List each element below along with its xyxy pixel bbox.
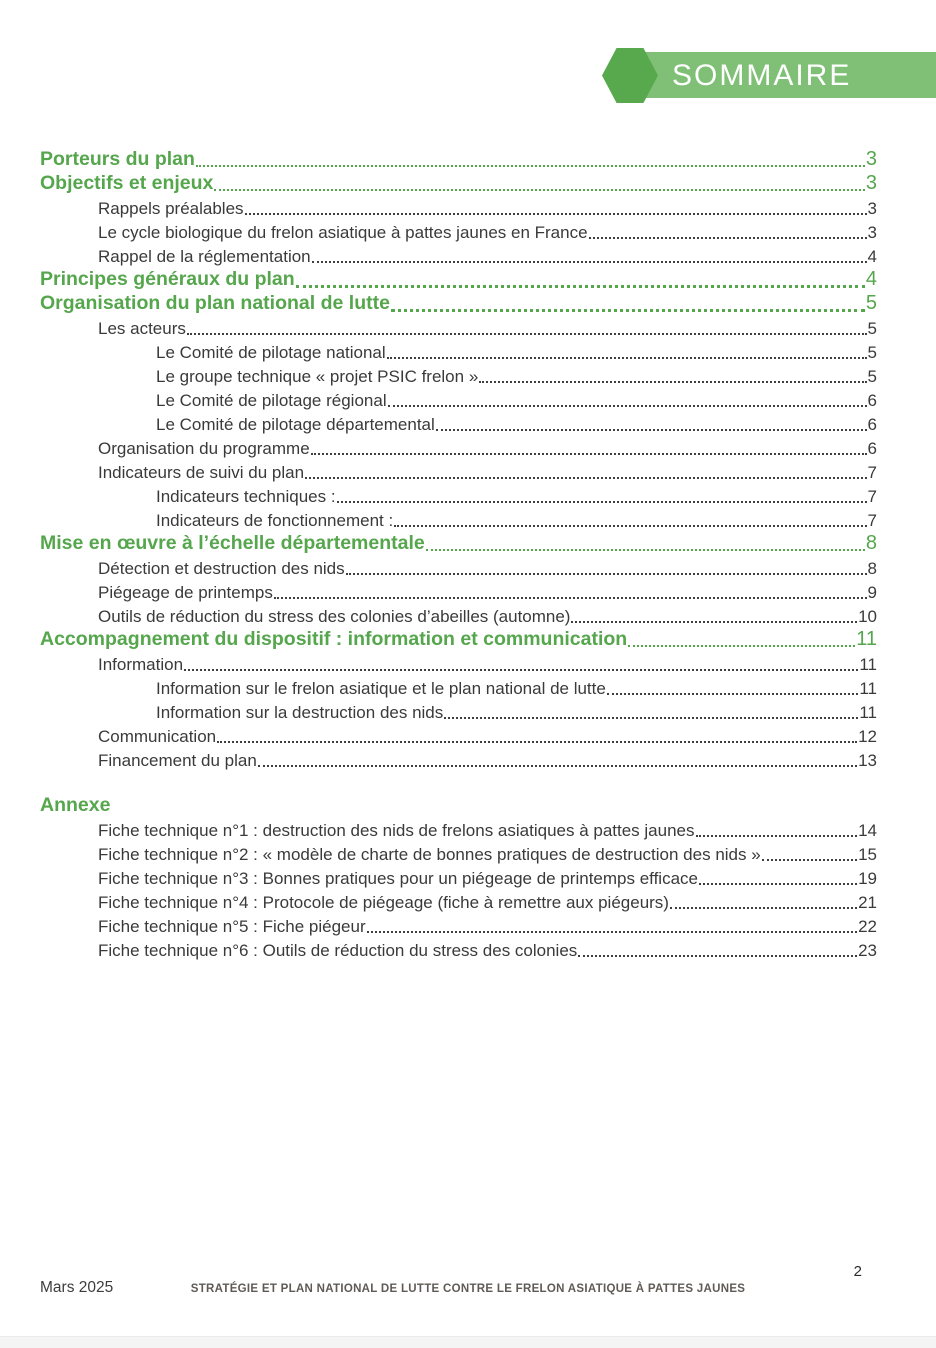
toc-leader-dots	[762, 859, 857, 861]
toc-leader-dots	[444, 717, 858, 719]
toc-entry[interactable]	[40, 747, 877, 771]
toc-entry-label: Annexe	[40, 794, 111, 816]
toc-leader-dots	[311, 453, 867, 455]
sommaire-banner	[634, 52, 936, 98]
toc-page-number: 9	[867, 583, 877, 602]
toc-entry-label: Objectifs et enjeux	[40, 172, 214, 194]
toc-entry-label: Organisation du programme	[98, 439, 310, 458]
toc-leader-dots	[196, 165, 865, 167]
toc-page-number: 6	[867, 415, 877, 434]
toc-leader-dots	[337, 501, 867, 503]
toc-entry-label: Information sur le frelon asiatique et le plan national de lutte	[156, 679, 606, 698]
toc-entry-label: Le Comité de pilotage national	[156, 343, 386, 362]
toc-entry-label: Piégeage de printemps	[98, 583, 273, 602]
toc-entry[interactable]	[40, 507, 877, 531]
toc-page-number: 3	[865, 148, 877, 170]
toc-page-number: 7	[867, 487, 877, 506]
toc-entry-label: Outils de réduction du stress des colonies d’abeilles (automne)	[98, 607, 571, 626]
toc-leader-dots	[346, 573, 867, 575]
toc-leader-dots	[670, 907, 857, 909]
toc-page-number: 13	[858, 751, 877, 770]
toc-entry-label: Financement du plan	[98, 751, 257, 770]
toc-entry[interactable]	[40, 889, 877, 913]
toc-entry-label: Mise en œuvre à l’échelle départementale	[40, 532, 425, 554]
toc-entry[interactable]	[40, 913, 877, 937]
toc-entry-label: Indicateurs de suivi du plan	[98, 463, 305, 482]
toc-entry-label: Fiche technique n°5 : Fiche piégeur	[98, 917, 366, 936]
toc-page-number: 3	[867, 199, 877, 218]
toc-leader-dots	[391, 309, 865, 312]
toc-entry-label: Porteurs du plan	[40, 148, 195, 170]
toc-leader-dots	[387, 357, 867, 359]
toc-entry[interactable]	[40, 841, 877, 865]
toc-entry[interactable]	[40, 651, 877, 675]
toc-page-number: 4	[867, 247, 877, 266]
toc-leader-dots	[628, 645, 855, 647]
toc-leader-dots	[578, 955, 857, 957]
toc-page-number: 12	[858, 727, 877, 746]
toc-page-number: 11	[859, 655, 877, 674]
toc-leader-dots	[571, 621, 857, 623]
toc-page-number: 21	[858, 893, 877, 912]
toc-entry-label: Détection et destruction des nids	[98, 559, 345, 578]
toc-entry-label: Information sur la destruction des nids	[156, 703, 444, 722]
toc-entry[interactable]	[40, 793, 877, 817]
toc-leader-dots	[274, 597, 867, 599]
toc-leader-dots	[607, 693, 859, 695]
toc-page-number: 22	[858, 917, 877, 936]
toc-entry[interactable]	[40, 171, 877, 195]
toc-entry[interactable]	[40, 603, 877, 627]
toc-entry[interactable]	[40, 291, 877, 315]
toc-entry-label: Organisation du plan national de lutte	[40, 292, 390, 314]
toc-entry-label: Le Comité de pilotage départemental	[156, 415, 435, 434]
toc-entry[interactable]	[40, 339, 877, 363]
footer-page-number: 2	[853, 1263, 862, 1280]
toc-entry[interactable]	[40, 723, 877, 747]
toc-entry[interactable]	[40, 817, 877, 841]
footer-date: Mars 2025	[40, 1279, 114, 1296]
toc-page-number: 8	[867, 559, 877, 578]
toc-leader-dots	[426, 549, 865, 551]
toc-page-number: 6	[867, 439, 877, 458]
toc-entry-label: Fiche technique n°6 : Outils de réduction du stress des colonies	[98, 941, 578, 960]
toc-entry-label: Accompagnement du dispositif : information et communication	[40, 628, 628, 650]
toc-page-number: 19	[858, 869, 877, 888]
toc-leader-dots	[258, 765, 857, 767]
toc-leader-dots	[312, 261, 867, 263]
toc-page-number: 4	[865, 268, 877, 290]
viewer-bottom-strip	[0, 1336, 936, 1348]
toc-page-number: 3	[867, 223, 877, 242]
toc-entry[interactable]	[40, 363, 877, 387]
toc-entry[interactable]	[40, 675, 877, 699]
toc-entry[interactable]	[40, 219, 877, 243]
toc-page-number: 6	[867, 391, 877, 410]
toc-page-number: 11	[859, 679, 877, 698]
toc-entry-label: Indicateurs de fonctionnement :	[156, 511, 394, 530]
toc-entry-label: Rappel de la réglementation	[98, 247, 311, 266]
toc-entry[interactable]	[40, 435, 877, 459]
toc-entry[interactable]	[40, 195, 877, 219]
toc-entry[interactable]	[40, 483, 877, 507]
toc-entry-label: Indicateurs techniques :	[156, 487, 336, 506]
toc-entry[interactable]	[40, 699, 877, 723]
toc-entry-label: Les acteurs	[98, 319, 186, 338]
toc-entry[interactable]	[40, 243, 877, 267]
toc-entry-label: Principes généraux du plan	[40, 268, 295, 290]
toc-entry-label: Fiche technique n°3 : Bonnes pratiques pour un piégeage de printemps efficace	[98, 869, 698, 888]
toc-entry[interactable]	[40, 555, 877, 579]
toc-leader-dots	[184, 669, 858, 671]
toc-page-number: 11	[856, 628, 877, 650]
toc-page-number: 23	[858, 941, 877, 960]
toc-leader-dots	[394, 525, 866, 527]
toc-entry-label: Rappels préalables	[98, 199, 244, 218]
toc-entry-label: Fiche technique n°4 : Protocole de piégeage (fiche à remettre aux piégeurs)	[98, 893, 669, 912]
toc-entry-label: Le Comité de pilotage régional	[156, 391, 387, 410]
toc-entry[interactable]	[40, 147, 877, 171]
toc-page-number: 3	[865, 172, 877, 194]
toc-entry-label: Fiche technique n°2 : « modèle de charte de bonnes pratiques de destruction des nids »	[98, 845, 761, 864]
toc-page-number: 14	[858, 821, 877, 840]
toc-page-number: 5	[865, 292, 877, 314]
toc-entry[interactable]	[40, 267, 877, 291]
toc-page-number: 15	[858, 845, 877, 864]
toc-entry-label: Communication	[98, 727, 217, 746]
toc-entry[interactable]	[40, 627, 877, 651]
toc-leader-dots	[245, 213, 867, 215]
toc-page-number: 7	[867, 463, 877, 482]
toc-page-number: 11	[859, 703, 877, 722]
toc-page-number: 10	[858, 607, 877, 626]
toc-page-number: 7	[867, 511, 877, 530]
toc-entry[interactable]	[40, 531, 877, 555]
toc-page-number: 5	[867, 319, 877, 338]
table-of-contents	[40, 147, 877, 961]
toc-entry-label: Le groupe technique « projet PSIC frelon »	[156, 367, 479, 386]
toc-page-number: 5	[867, 367, 877, 386]
toc-page-number: 5	[867, 343, 877, 362]
toc-entry[interactable]	[40, 315, 877, 339]
toc-entry-label: Le cycle biologique du frelon asiatique à pattes jaunes en France	[98, 223, 588, 242]
toc-leader-dots	[589, 237, 867, 239]
toc-entry[interactable]	[40, 387, 877, 411]
toc-entry[interactable]	[40, 865, 877, 889]
toc-leader-dots	[479, 381, 866, 383]
toc-leader-dots	[296, 285, 865, 288]
toc-leader-dots	[367, 931, 857, 933]
toc-entry-label: Fiche technique n°1 : destruction des nids de frelons asiatiques à pattes jaunes	[98, 821, 695, 840]
toc-leader-dots	[217, 741, 857, 743]
toc-leader-dots	[187, 333, 867, 335]
footer-doc-title: STRATÉGIE ET PLAN NATIONAL DE LUTTE CONTRE LE FRELON ASIATIQUE À PATTES JAUNES	[190, 1283, 746, 1295]
toc-leader-dots	[214, 189, 864, 191]
toc-leader-dots	[436, 429, 867, 431]
toc-entry[interactable]	[40, 411, 877, 435]
toc-leader-dots	[388, 405, 867, 407]
banner-title: SOMMAIRE	[672, 59, 852, 92]
toc-entry-label: Information	[98, 655, 184, 674]
toc-leader-dots	[696, 835, 858, 837]
toc-leader-dots	[305, 477, 867, 479]
toc-leader-dots	[699, 883, 857, 885]
toc-entry[interactable]	[40, 459, 877, 483]
toc-entry[interactable]	[40, 579, 877, 603]
toc-entry[interactable]	[40, 937, 877, 961]
toc-page-number: 8	[865, 532, 877, 554]
